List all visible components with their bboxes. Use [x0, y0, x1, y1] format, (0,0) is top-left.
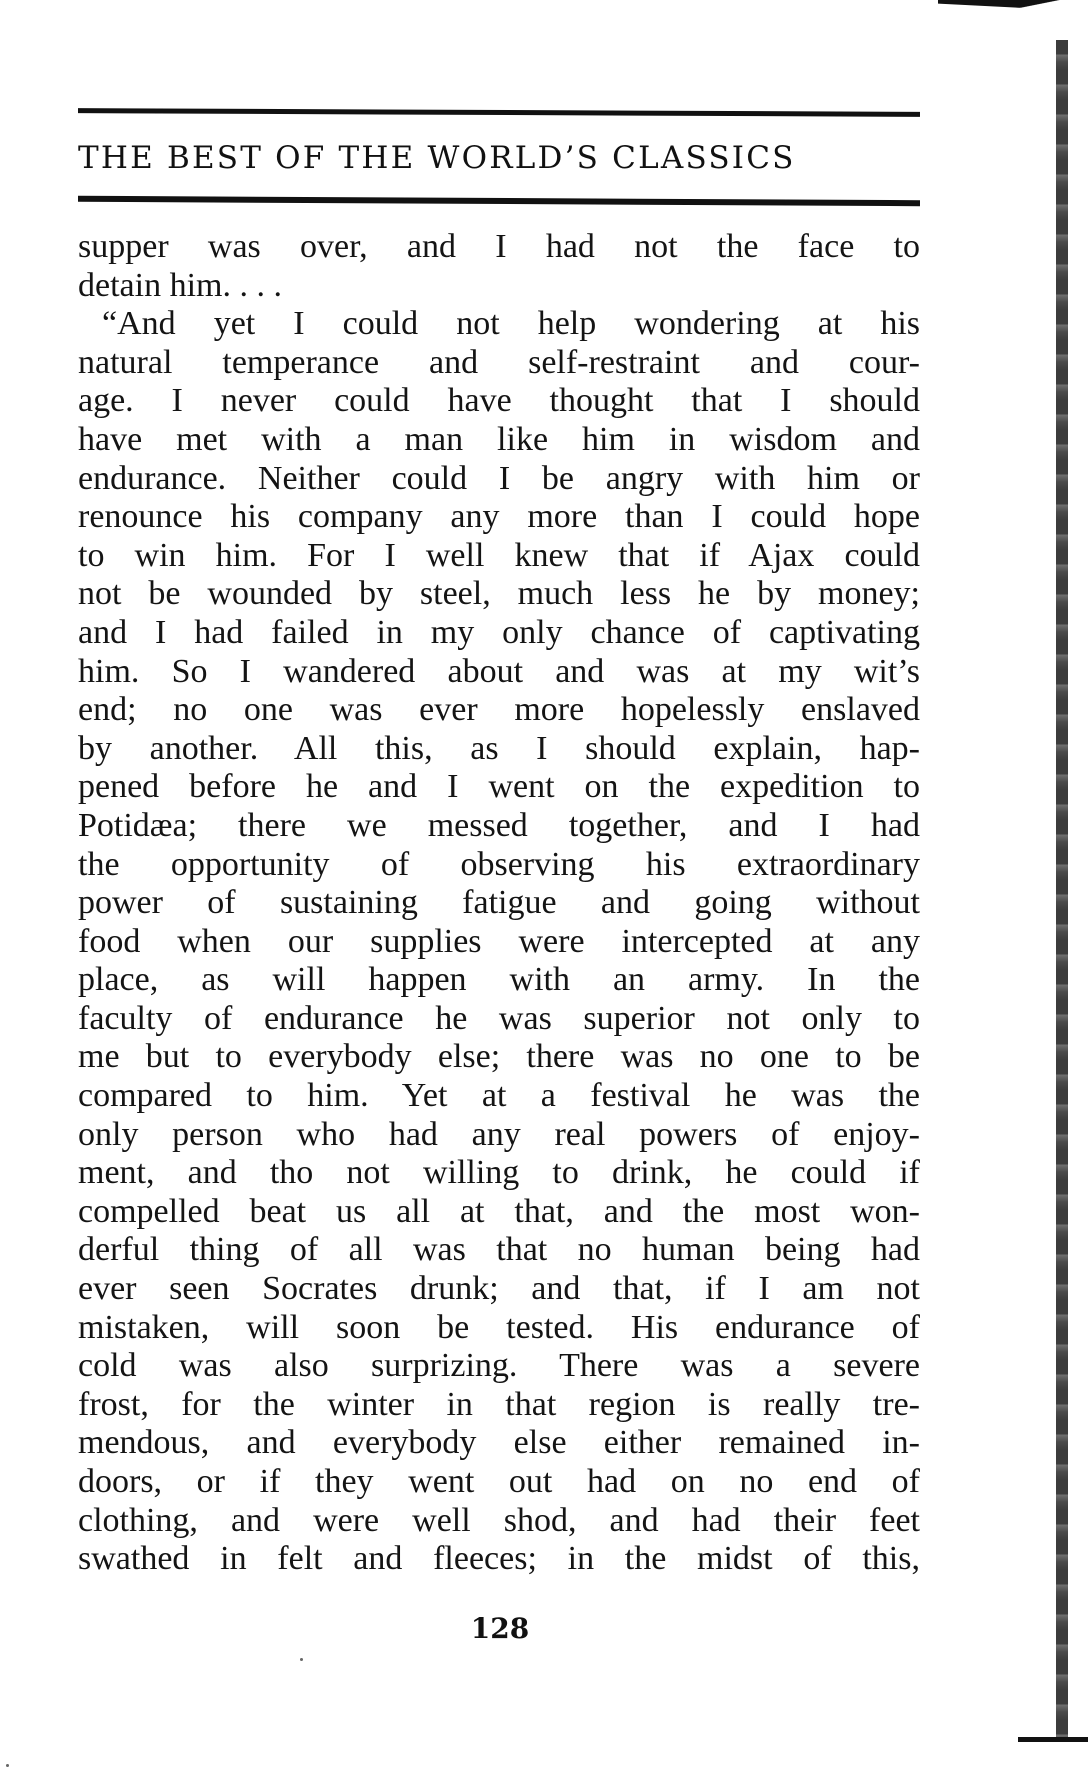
page-corner-mark: [1018, 1737, 1088, 1742]
print-speck: [6, 1764, 9, 1767]
text-line: “And yet I could not help wondering at his: [102, 305, 920, 343]
text-line: renounce his company any more than I could hope: [78, 498, 920, 536]
text-line: frost, for the winter in that region is really tre-: [78, 1385, 920, 1423]
text-line: not be wounded by steel, much less he by money;: [78, 575, 920, 613]
text-line: and I had failed in my only chance of captivating: [78, 613, 920, 651]
text-line: food when our supplies were intercepted at any: [78, 922, 920, 960]
text-line: place, as will happen with an army. In the: [78, 961, 920, 999]
header-rule-bottom: [78, 196, 920, 206]
text-line: compelled beat us all at that, and the most won-: [78, 1192, 920, 1230]
text-line: him. So I wandered about and was at my wit’s: [78, 652, 920, 690]
text-line: detain him. . . .: [78, 266, 282, 304]
text-line: cold was also surprizing. There was a severe: [78, 1347, 920, 1385]
text-line: supper was over, and I had not the face to: [78, 228, 920, 265]
text-line: derful thing of all was that no human being had: [78, 1231, 920, 1269]
header-rule-top: [78, 108, 920, 117]
text-line: ever seen Socrates drunk; and that, if I am not: [78, 1270, 920, 1308]
text-line: swathed in felt and fleeces; in the midst of this,: [78, 1540, 920, 1578]
text-line: natural temperance and self-restraint and cour-: [78, 343, 920, 381]
text-line: power of sustaining fatigue and going without: [78, 884, 920, 922]
page-binding-edge: [1056, 40, 1068, 1740]
text-line: pened before he and I went on the expedition to: [78, 768, 920, 806]
text-line: to win him. For I well knew that if Ajax could: [78, 536, 920, 574]
page-corner-shadow: [938, 0, 1088, 30]
text-line: doors, or if they went out had on no end of: [78, 1463, 920, 1500]
text-line: only person who had any real powers of enjoy-: [78, 1115, 920, 1153]
text-line: ment, and tho not willing to drink, he could if: [78, 1154, 920, 1192]
text-line: age. I never could have thought that I should: [78, 382, 920, 420]
text-line: have met with a man like him in wisdom and: [78, 420, 920, 458]
text-line: clothing, and were well shod, and had their feet: [78, 1501, 920, 1539]
text-line: compared to him. Yet at a festival he was the: [78, 1077, 920, 1115]
print-speck: [300, 1658, 303, 1661]
text-line: mendous, and everybody else either remained in-: [78, 1424, 920, 1462]
text-line: end; no one was ever more hopelessly enslaved: [78, 691, 920, 729]
text-line: endurance. Neither could I be angry with him or: [78, 459, 920, 497]
page-number: 128: [470, 1612, 530, 1645]
text-line: faculty of endurance he was superior not only to: [78, 999, 920, 1037]
text-line: me but to everybody else; there was no one to be: [78, 1038, 920, 1076]
text-line: Potidæa; there we messed together, and I had: [78, 806, 920, 844]
text-line: mistaken, will soon be tested. His endurance of: [78, 1308, 920, 1346]
text-line: the opportunity of observing his extraordinary: [78, 845, 920, 883]
text-line: by another. All this, as I should explain, hap-: [78, 729, 920, 767]
running-head: THE BEST OF THE WORLD’S CLASSICS: [78, 140, 796, 176]
body-text: [78, 228, 920, 1579]
